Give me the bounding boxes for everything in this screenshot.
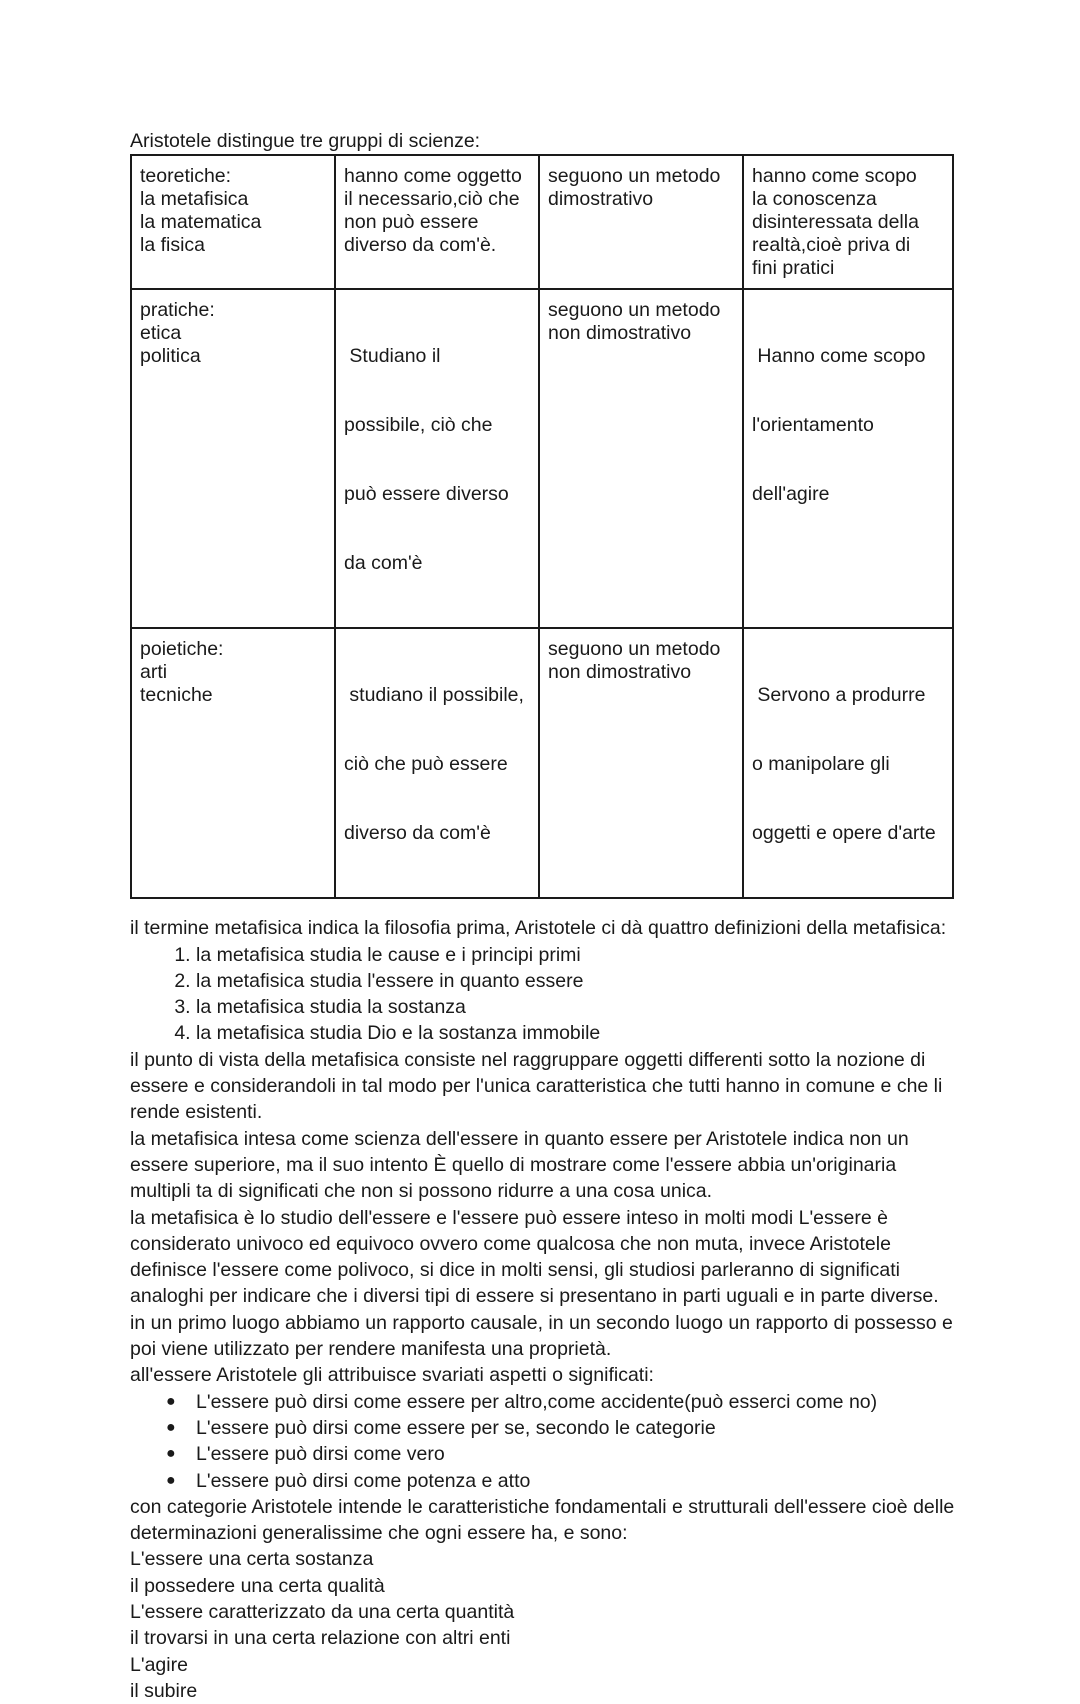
cell-method: seguono un metodo non dimostrativo xyxy=(539,289,743,628)
intro-text: Aristotele distingue tre gruppi di scienze: xyxy=(130,130,481,152)
bullet-icon: ● xyxy=(166,1445,176,1463)
document-page xyxy=(130,128,960,1704)
list-item: il trovarsi in una certa relazione con altri enti xyxy=(130,1627,511,1650)
paragraph: in un primo luogo abbiamo un rapporto causale, in un secondo luogo un rapporto di possesso e poi viene utilizzato per rendere manifesta una proprietà. xyxy=(130,1311,953,1361)
cell-group: pratiche: etica politica xyxy=(131,289,335,628)
list-item: L'agire xyxy=(130,1653,188,1676)
metafisica-intro: il termine metafisica indica la filosofia prima, Aristotele ci dà quattro definizioni della metafisica: xyxy=(130,917,947,940)
sciences-table xyxy=(130,154,954,899)
bullet-icon: ● xyxy=(166,1418,176,1436)
paragraph: la metafisica è lo studio dell'essere e l'essere può essere inteso in molti modi L'essere è considerato univoco ed equivoco ovvero come qualcosa che non muta, invece Aristotele definisce l'essere come polivoco, si dice in molti sensi, gli studiosi parleranno di significati analoghi per indicare che i diversi tipi di essere si presentano in parti uguali e in parte diverse. xyxy=(130,1206,939,1308)
cell-object: hanno come oggetto il necessario,ciò che non può essere diverso da com'è. xyxy=(335,155,539,289)
paragraph: il punto di vista della metafisica consiste nel raggruppare oggetti differenti sotto la nozione di essere e considerandoli in tal modo per l'unica caratteristica che tutti hanno in comune e che li rende esistenti. xyxy=(130,1048,943,1124)
list-item: ● L'essere può dirsi come vero xyxy=(196,1441,960,1467)
cell-purpose: Servono a produrre o manipolare gli oggetti e opere d'arte xyxy=(743,628,953,898)
bullet-icon: ● xyxy=(166,1392,176,1410)
list-item: ● L'essere può dirsi come potenza e atto xyxy=(196,1468,960,1494)
list-item: L'essere caratterizzato da una certa quantità xyxy=(130,1601,515,1624)
list-item: 1. la metafisica studia le cause e i principi primi xyxy=(196,942,960,968)
list-item: 2. la metafisica studia l'essere in quanto essere xyxy=(196,968,960,994)
table-row xyxy=(131,289,953,628)
list-item: 3. la metafisica studia la sostanza xyxy=(196,994,960,1020)
categories-intro: con categorie Aristotele intende le caratteristiche fondamentali e strutturali dell'essere cioè delle determinazioni generalissime che ogni essere ha, e sono: xyxy=(130,1495,955,1545)
cell-group: poietiche: arti tecniche xyxy=(131,628,335,898)
list-item: ● L'essere può dirsi come essere per se, secondo le categorie xyxy=(196,1415,960,1441)
table-row xyxy=(131,155,953,289)
categories-list xyxy=(130,1546,960,1704)
definitions-list xyxy=(130,942,960,1047)
paragraph: all'essere Aristotele gli attribuisce svariati aspetti o significati: xyxy=(130,1364,654,1387)
aspects-list xyxy=(130,1389,960,1494)
list-item: il possedere una certa qualità xyxy=(130,1574,385,1597)
table-row xyxy=(131,628,953,898)
list-item: L'essere una certa sostanza xyxy=(130,1548,374,1571)
bullet-icon: ● xyxy=(166,1471,176,1489)
cell-method: seguono un metodo dimostrativo xyxy=(539,155,743,289)
list-item: il subire xyxy=(130,1679,198,1702)
cell-object: Studiano il possibile, ciò che può essere diverso da com'è xyxy=(335,289,539,628)
cell-purpose: Hanno come scopo l'orientamento dell'agire xyxy=(743,289,953,628)
list-item: ● L'essere può dirsi come essere per altro,come accidente(può esserci come no) xyxy=(196,1389,960,1415)
cell-purpose: hanno come scopo la conoscenza disinteressata della realtà,cioè priva di fini pratici xyxy=(743,155,953,289)
cell-object: studiano il possibile, ciò che può essere diverso da com'è xyxy=(335,628,539,898)
list-item: 4. la metafisica studia Dio e la sostanza immobile xyxy=(196,1020,960,1046)
paragraph: la metafisica intesa come scienza dell'essere in quanto essere per Aristotele indica non un essere superiore, ma il suo intento È quello di mostrare come l'essere abbia un'originaria multipli ta di significati che non si possono ridurre a una cosa unica. xyxy=(130,1127,909,1203)
cell-method: seguono un metodo non dimostrativo xyxy=(539,628,743,898)
cell-group: teoretiche: la metafisica la matematica la fisica xyxy=(131,155,335,289)
